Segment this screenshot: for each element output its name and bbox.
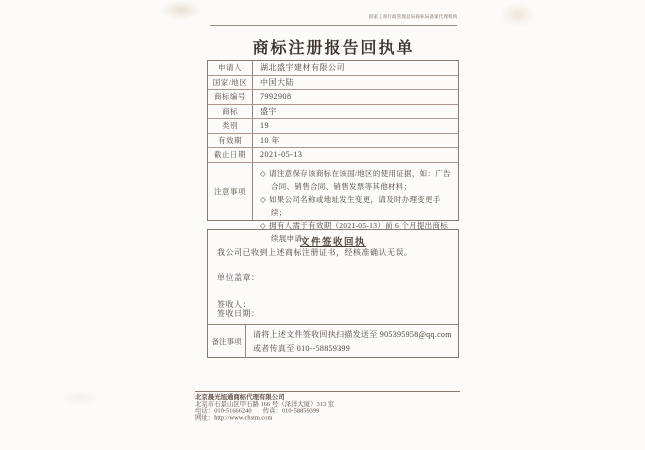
company-stamp-label: 单位盖章：: [217, 273, 260, 282]
agency-company-name: 北京晨光旭通商标代理有限公司: [195, 393, 285, 401]
row-label: 商标: [208, 105, 253, 119]
agency-footer: [195, 391, 460, 428]
footer-lines: [195, 394, 407, 421]
row-value: 湖北盛宇建材有限公司: [260, 63, 345, 73]
remarks-row: [208, 324, 458, 357]
receipt-confirmation-text: 我公司已收到上述商标注册证书，经核准确认无误。: [217, 248, 413, 257]
agency-phone: 电话：010-51666240: [195, 406, 252, 414]
note-item: [260, 167, 452, 193]
row-value: 2021-05-13: [260, 150, 303, 160]
note-item: [260, 193, 452, 219]
receipt-title: 文件签收回执: [299, 238, 366, 248]
note-text: 拥有人需于有效期（2021-05-13）前 6 个月提出商标续展申请。: [269, 220, 449, 243]
agency-website: 网址：http://www.chstm.com: [195, 413, 273, 421]
diamond-bullet-icon: ◇: [260, 194, 267, 204]
row-value: 7992908: [260, 92, 292, 102]
sign-date-label: 签收日期：: [217, 309, 260, 318]
row-label: 有效期: [208, 134, 253, 148]
table-row-validity: [208, 134, 458, 149]
remarks-content: [246, 325, 458, 357]
table-row-trademark-number: [208, 90, 458, 105]
note-text: 请注意保存该商标在该国/地区的使用证据，如：广告合同、销售合同、销售发票等其他材料；: [269, 168, 451, 191]
note-text: 如果公司名称或地址发生变更，请及时办理变更手续；: [269, 194, 441, 217]
signer-label: 签收人：: [217, 300, 251, 309]
row-label: 截止日期: [208, 148, 253, 162]
table-row-trademark: [208, 105, 458, 120]
row-label: 国家/地区: [208, 76, 253, 90]
remark-line: 请将上述文件签收回执扫描发送至 905395958@qq.com: [253, 330, 452, 339]
agency-registration-note: 国家工商行政管理总局商标局备案代理机构: [368, 14, 457, 19]
diamond-bullet-icon: ◇: [260, 220, 267, 230]
table-row-applicant: [208, 61, 458, 76]
diamond-bullet-icon: ◇: [260, 168, 267, 178]
row-label: 注意事项: [208, 163, 253, 220]
document-title: 商标注册报告回执单: [252, 40, 415, 57]
scan-smudge: [500, 2, 536, 28]
table-row-expiry-date: [208, 148, 458, 163]
table-row-class: [208, 119, 458, 134]
table-row-country: [208, 76, 458, 91]
document-receipt-box: [207, 229, 459, 358]
remarks-label: 备注事项: [208, 325, 246, 357]
row-value: 19: [260, 121, 269, 131]
row-value: 中国大陆: [260, 77, 294, 87]
scan-smudge: [160, 0, 202, 20]
row-value: 10 年: [260, 135, 280, 145]
footer-rule: [195, 391, 460, 392]
row-label: 类别: [208, 119, 253, 133]
remark-line: 或者传真至 010--58859399: [253, 344, 351, 353]
row-label: 申请人: [208, 61, 253, 75]
scan-smudge: [60, 390, 100, 406]
agency-address: 北京市石景山区甲石路 166 号（泽洋大厦）313 室: [195, 400, 335, 408]
header-rule: [210, 25, 457, 26]
row-value: 盛宇: [260, 106, 277, 116]
agency-fax: 传真：010-58859399: [262, 406, 320, 414]
row-label: 商标编号: [208, 90, 253, 104]
